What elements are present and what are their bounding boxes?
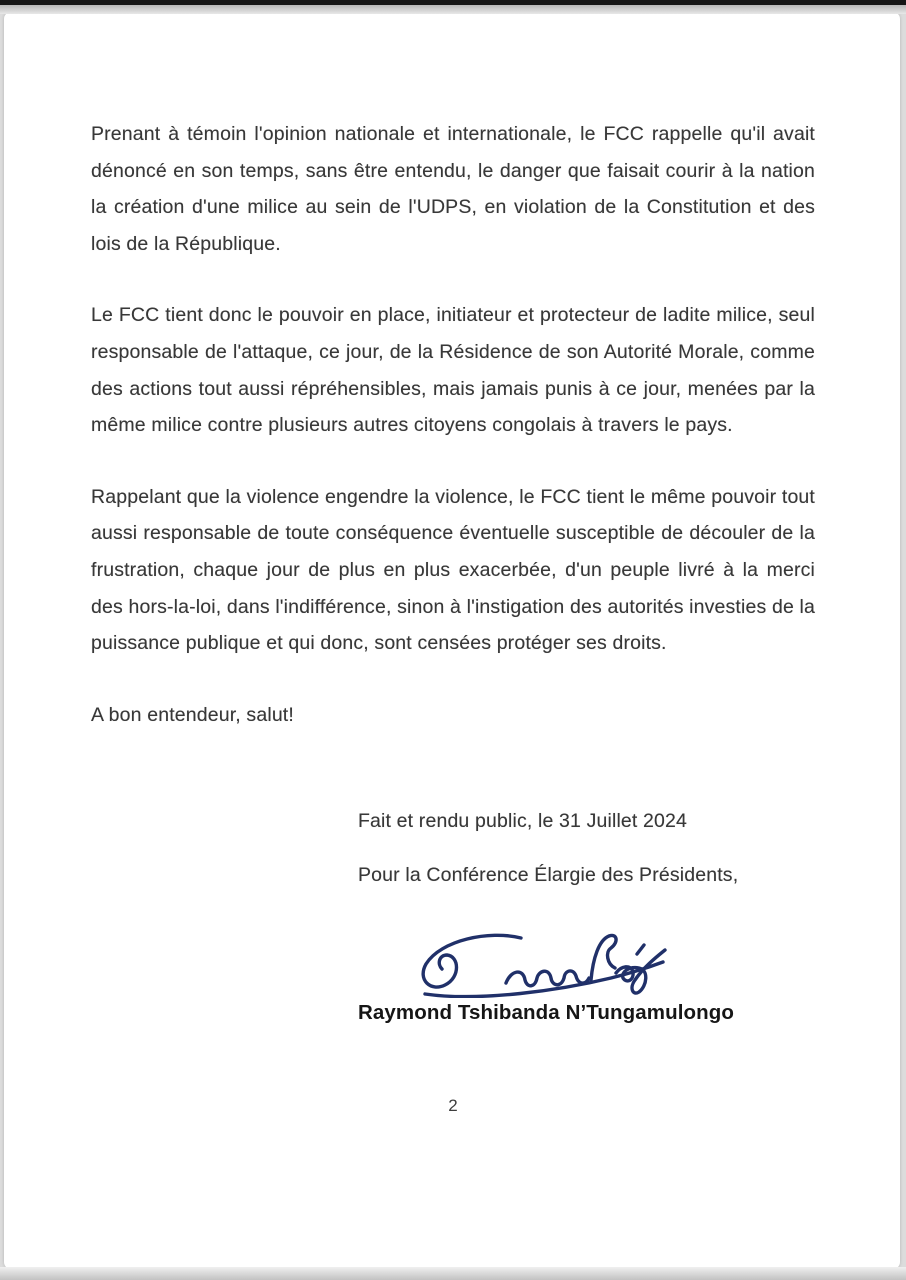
for-line: Pour la Conférence Élargie des Présidents, <box>358 863 739 886</box>
signature-icon <box>408 928 674 998</box>
scan-bottom-edge <box>0 1267 906 1280</box>
page-number: 2 <box>448 1095 458 1115</box>
paragraph-1: Prenant à témoin l'opinion nationale et internationale, le FCC rappelle qu'il avait dénoncé en son temps, sans être entendu, le danger que faisait courir à la nation la création d'une milice au sein de l'UDPS, en violation de la Constitution et des lois de la République. <box>91 123 815 255</box>
closing-block <box>358 803 815 1025</box>
signer-name: Raymond Tshibanda N’Tungamulongo <box>358 1000 734 1024</box>
document-body <box>91 116 815 1116</box>
salutation-line: A bon entendeur, salut! <box>91 703 294 726</box>
scan-top-shadow <box>0 5 906 14</box>
scan-top-edge <box>0 0 906 5</box>
paragraph-2: Le FCC tient donc le pouvoir en place, initiateur et protecteur de ladite milice, seul responsable de l'attaque, ce jour, de la Résidence de son Autorité Morale, comme des actions tout aussi répréhensibles, mais jamais punis à ce jour, menées par la même milice contre plusieurs autres citoyens congolais à travers le pays. <box>91 304 815 437</box>
date-line: Fait et rendu public, le 31 Juillet 2024 <box>358 810 688 833</box>
paragraph-3: Rappelant que la violence engendre la violence, le FCC tient le même pouvoir tout aussi responsable de toute conséquence éventuelle susceptible de découler de la frustration, chaque jour de plus en plus exacerbée, d'un peuple livré à la merci des hors-la-loi, dans l'indifférence, sinon à l'instigation des autorités investies de la puissance publique et qui donc, sont censées protéger ses droits. <box>91 485 815 655</box>
